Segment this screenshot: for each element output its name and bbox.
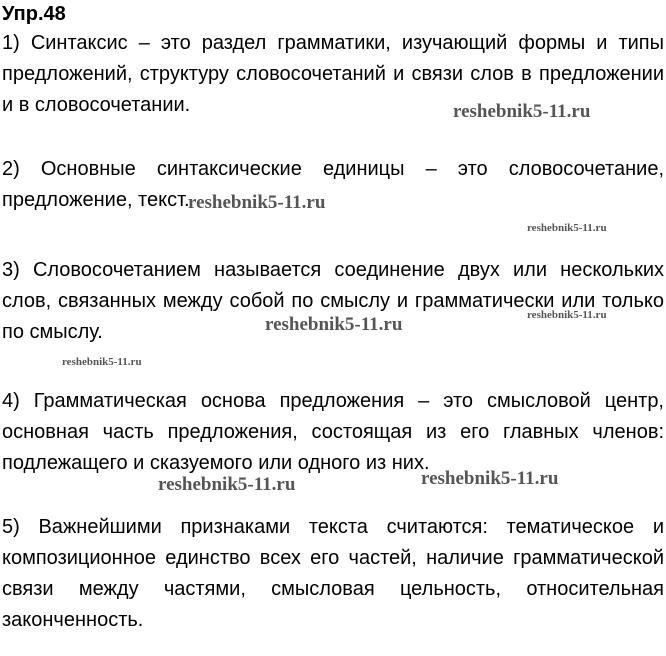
watermark: reshebnik5-11.ru [265, 314, 403, 335]
paragraph-5: 5) Важнейшими признаками текста считаются: тематическое и композиционное единство всех его частей, наличие грамматической связи между частями, смысловая цельность, относительная законченность. [2, 516, 664, 631]
watermark: reshebnik5-11.ru [188, 192, 326, 213]
paragraph-4: 4) Грамматическая основа предложения – это смысловой центр, основная часть предложения, состоящая из его главных членов: подлежащего и сказуемого или одного из них. [2, 390, 664, 474]
watermark: reshebnik5-11.ru [158, 474, 296, 495]
exercise-title: Упр.48 [2, 3, 66, 25]
paragraph-2: 2) Основные синтаксические единицы – это словосочетание, предложение, текст. [2, 158, 664, 211]
watermark: reshebnik5-11.ru [527, 222, 607, 234]
watermark: reshebnik5-11.ru [453, 101, 591, 122]
paragraph-3: 3) Словосочетанием называется соединение двух или нескольких слов, связанных между собой по смыслу и грамматически или только по смыслу. [2, 259, 664, 343]
watermark: reshebnik5-11.ru [62, 356, 142, 368]
watermark: reshebnik5-11.ru [421, 468, 559, 489]
paragraph-1: 1) Синтаксис – это раздел грамматики, изучающий формы и типы предложений, структуру словосочетаний и связи слов в предложении и в словосочетании. [2, 32, 664, 116]
watermark: reshebnik5-11.ru [527, 309, 607, 321]
